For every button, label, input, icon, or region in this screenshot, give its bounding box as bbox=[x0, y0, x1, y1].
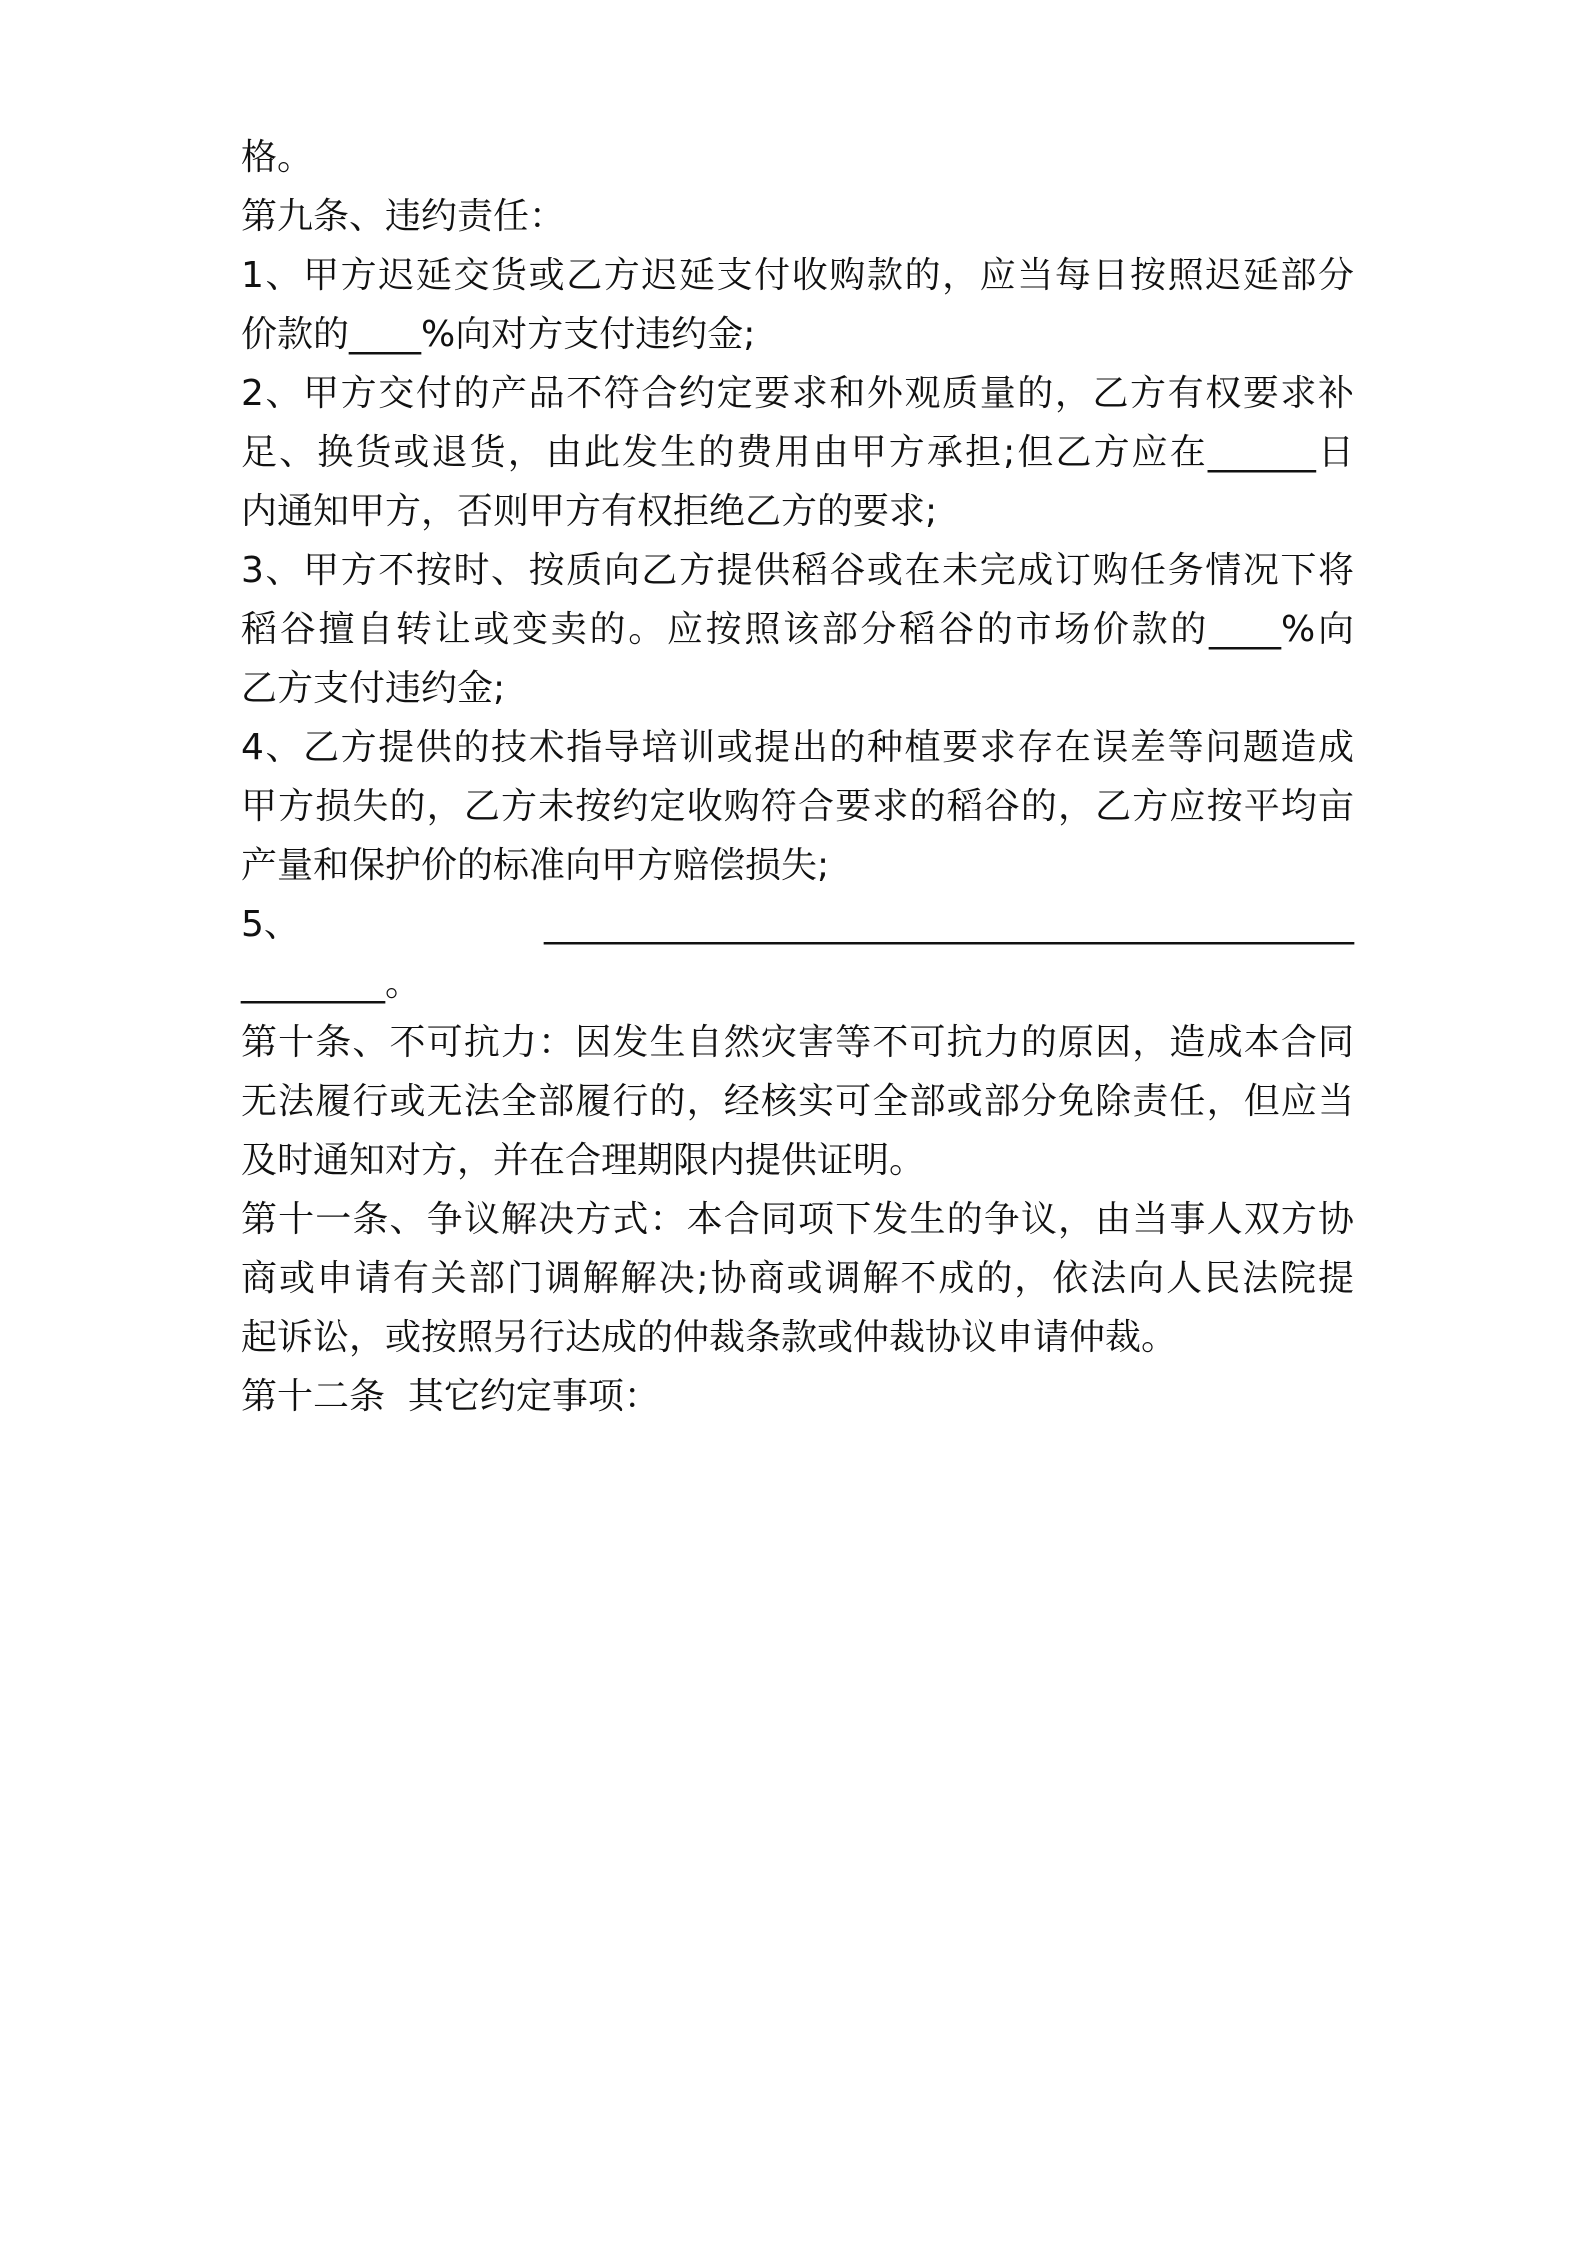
clause-9-item-2-line-2: 足、换货或退货，由此发生的费用由甲方承担;但乙方应在______日 bbox=[241, 432, 1354, 473]
clause-9-item-1-line-1: 1、甲方迟延交货或乙方迟延支付收购款的，应当每日按照迟延部分 bbox=[241, 255, 1354, 296]
clause-10-line-3: 及时通知对方，并在合理期限内提供证明。 bbox=[241, 1140, 926, 1181]
clause-9-item-4-line-1: 4、乙方提供的技术指导培训或提出的种植要求存在误差等问题造成 bbox=[241, 727, 1354, 768]
clause-9-item-2-line-1: 2、甲方交付的产品不符合约定要求和外观质量的，乙方有权要求补 bbox=[241, 373, 1354, 414]
clause-9-item-3-line-2: 稻谷擅自转让或变卖的。应按照该部分稻谷的市场价款的____%向 bbox=[241, 609, 1354, 650]
clause-11-line-3: 起诉讼，或按照另行达成的仲裁条款或仲裁协议申请仲裁。 bbox=[241, 1317, 1178, 1358]
clause-9-item-4-line-2: 甲方损失的，乙方未按约定收购符合要求的稻谷的，乙方应按平均亩 bbox=[241, 786, 1354, 827]
item-5-blank: _____________________________________________ bbox=[544, 904, 1354, 945]
item-5-number: 5、 bbox=[241, 904, 300, 945]
clause-10-line-2: 无法履行或无法全部履行的，经核实可全部或部分免除责任，但应当 bbox=[241, 1081, 1354, 1122]
clause-9-item-1-line-2: 价款的____%向对方支付违约金; bbox=[241, 314, 756, 355]
clause-9-item-2-line-3: 内通知甲方，否则甲方有权拒绝乙方的要求; bbox=[241, 491, 938, 532]
clause-9-item-5-line-1 bbox=[241, 903, 1354, 947]
clause-9-item-3-line-1: 3、甲方不按时、按质向乙方提供稻谷或在未完成订购任务情况下将 bbox=[241, 550, 1354, 591]
clause-9-heading: 第九条、违约责任： bbox=[241, 196, 566, 237]
text-line: 格。 bbox=[241, 137, 314, 178]
clause-10-line-1: 第十条、不可抗力：因发生自然灾害等不可抗力的原因，造成本合同 bbox=[241, 1022, 1354, 1063]
clause-11-line-2: 商或申请有关部门调解解决;协商或调解不成的，依法向人民法院提 bbox=[241, 1258, 1354, 1299]
clause-9-item-5-line-2: ________。 bbox=[241, 963, 422, 1004]
clause-9-item-4-line-3: 产量和保护价的标准向甲方赔偿损失; bbox=[241, 845, 830, 886]
clause-9-item-3-line-3: 乙方支付违约金; bbox=[241, 668, 506, 709]
clause-11-line-1: 第十一条、争议解决方式：本合同项下发生的争议，由当事人双方协 bbox=[241, 1199, 1354, 1240]
clause-12-heading: 第十二条 其它约定事项： bbox=[241, 1376, 660, 1417]
